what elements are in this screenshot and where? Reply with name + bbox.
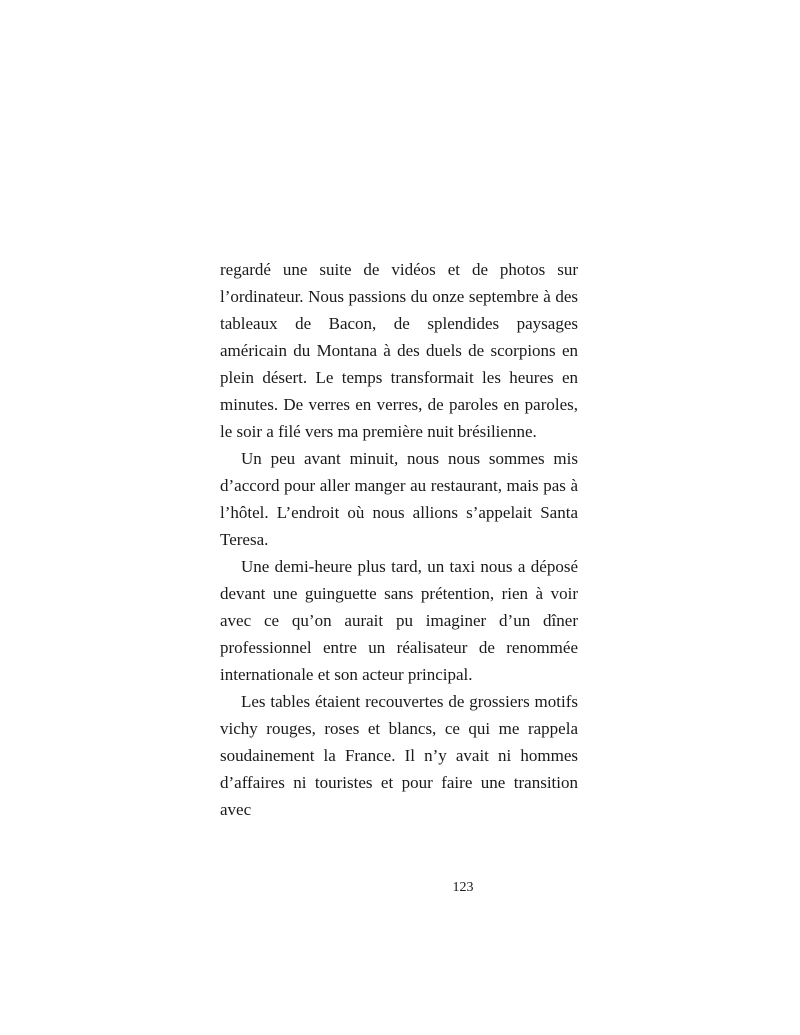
paragraph-1: regardé une suite de vidéos et de photos sur l’ordinateur. Nous passions du onze septembre à des tableaux de Bacon, de splendides paysages américain du Montana à des duels de scorpions en plein désert. Le temps transformait les heures en minutes. De verres en verres, de paroles en paroles, le soir a filé vers ma première nuit brésilienne. <box>220 260 578 441</box>
page-number-container <box>0 880 800 896</box>
paragraph-3: Une demi-heure plus tard, un taxi nous a déposé devant une guinguette sans prétention, rien à voir avec ce qu’on aurait pu imaginer d’un dîner professionnel entre un réalisateur de renommée internationale et son acteur principal. <box>220 557 578 684</box>
paragraph-2: Un peu avant minuit, nous nous sommes mis d’accord pour aller manger au restaurant, mais pas à l’hôtel. L’endroit où nous allions s’appelait Santa Teresa. <box>220 449 578 549</box>
body-text <box>220 256 578 823</box>
paragraph-4: Les tables étaient recouvertes de grossiers motifs vichy rouges, roses et blancs, ce qui me rappela soudainement la France. Il n’y avait ni hommes d’affaires ni touristes et pour faire une transition avec <box>220 692 578 819</box>
page-number: 123 <box>452 880 474 895</box>
